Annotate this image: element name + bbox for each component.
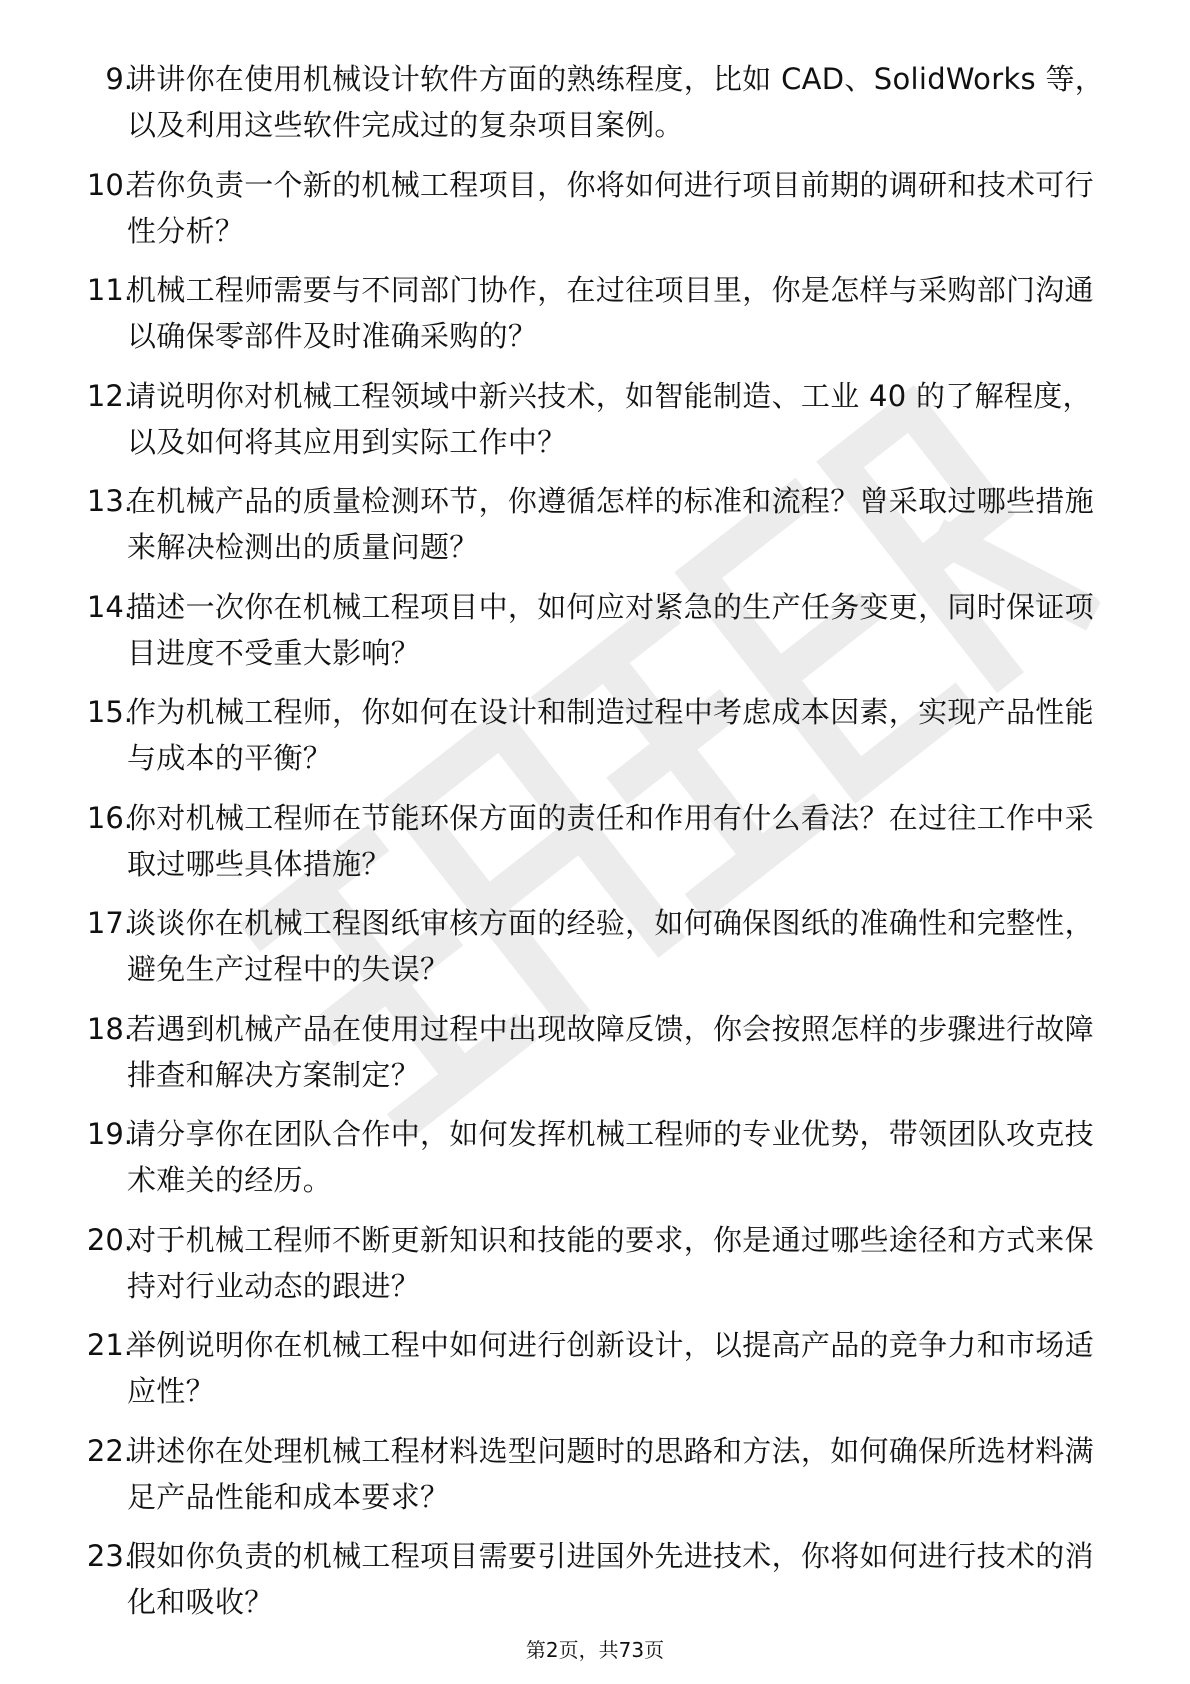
- question-item: [0, 1000, 1190, 1106]
- question-item: [0, 472, 1190, 578]
- question-text: 在机械产品的质量检测环节，你遵循怎样的标准和流程？曾采取过哪些措施来解决检测出的质量问题？: [127, 484, 1094, 564]
- question-number: 15.: [86, 695, 133, 729]
- question-text: 描述一次你在机械工程项目中，如何应对紧急的生产任务变更，同时保证项目进度不受重大影响？: [127, 589, 1094, 670]
- question-number: 11.: [86, 273, 133, 307]
- question-number: 22.: [86, 1433, 133, 1468]
- question-item: [0, 50, 1190, 156]
- question-number: 14.: [86, 589, 133, 624]
- question-text: 若遇到机械产品在使用过程中出现故障反馈，你会按照怎样的步骤进行故障排查和解决方案制定？: [127, 1011, 1094, 1092]
- question-number: 21.: [86, 1328, 133, 1362]
- question-text: 对于机械工程师不断更新知识和技能的要求，你是通过哪些途径和方式来保持对行业动态的跟进？: [127, 1222, 1094, 1303]
- question-text: 若你负责一个新的机械工程项目，你将如何进行项目前期的调研和技术可行性分析？: [127, 167, 1094, 248]
- question-item: [0, 1422, 1190, 1528]
- question-text: 讲讲你在使用机械设计软件方面的熟练程度，比如 CAD、SolidWorks 等，以及利用这些软件完成过的复杂项目案例。: [127, 62, 1105, 142]
- question-item: [0, 683, 1190, 789]
- question-text: 机械工程师需要与不同部门协作，在过往项目里，你是怎样与采购部门沟通以确保零部件及时准确采购的？: [127, 273, 1094, 353]
- question-text: 谈谈你在机械工程图纸审核方面的经验，如何确保图纸的准确性和完整性，避免生产过程中的失误？: [127, 906, 1094, 986]
- question-number: 17.: [86, 906, 133, 940]
- question-item: [0, 1211, 1190, 1317]
- question-number: 9.: [105, 62, 133, 96]
- question-text: 举例说明你在机械工程中如何进行创新设计，以提高产品的竞争力和市场适应性？: [127, 1328, 1094, 1408]
- question-item: [0, 156, 1190, 262]
- question-item: [0, 789, 1190, 895]
- question-number: 20.: [86, 1222, 133, 1257]
- question-text: 讲述你在处理机械工程材料选型问题时的思路和方法，如何确保所选材料满足产品性能和成本要求？: [127, 1433, 1094, 1514]
- page-indicator: 第2页，共73页: [525, 1638, 665, 1662]
- question-text: 作为机械工程师，你如何在设计和制造过程中考虑成本因素，实现产品性能与成本的平衡？: [127, 695, 1094, 775]
- question-list: [0, 50, 1190, 1633]
- question-text: 假如你负责的机械工程项目需要引进国外先进技术，你将如何进行技术的消化和吸收？: [127, 1539, 1094, 1619]
- question-item: [0, 894, 1190, 1000]
- question-text: 请说明你对机械工程领域中新兴技术，如智能制造、工业 40 的了解程度，以及如何将其应用到实际工作中？: [127, 378, 1092, 459]
- question-item: [0, 261, 1190, 367]
- question-number: 10.: [86, 167, 133, 202]
- question-item: [0, 367, 1190, 473]
- question-text: 你对机械工程师在节能环保方面的责任和作用有什么看法？在过往工作中采取过哪些具体措施？: [127, 800, 1094, 881]
- question-number: 13.: [86, 484, 133, 518]
- question-number: 18.: [86, 1011, 133, 1046]
- question-number: 23.: [86, 1539, 133, 1573]
- question-number: 16.: [86, 800, 133, 835]
- question-item: [0, 1527, 1190, 1633]
- question-text: 请分享你在团队合作中，如何发挥机械工程师的专业优势，带领团队攻克技术难关的经历。: [127, 1117, 1094, 1197]
- question-item: [0, 1105, 1190, 1211]
- question-number: 12.: [86, 378, 133, 413]
- question-item: [0, 578, 1190, 684]
- question-item: [0, 1316, 1190, 1422]
- question-number: 19.: [86, 1117, 133, 1151]
